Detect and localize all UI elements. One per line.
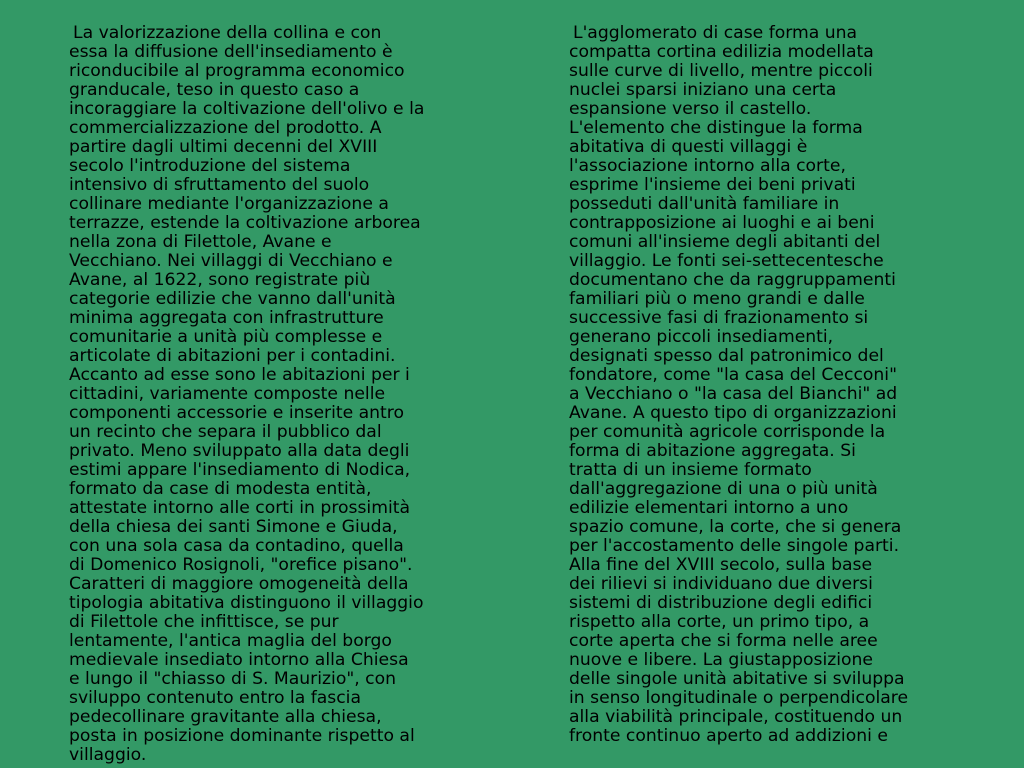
text-line: comunitarie a unità più complesse e (69, 327, 383, 347)
text-line: posseduti dall'unità familiare in (569, 194, 840, 214)
text-line: l'associazione intorno alla corte, (569, 156, 846, 176)
text-line: successive fasi di frazionamento si (569, 308, 869, 328)
text-line: categorie edilizie che vanno dall'unità (69, 289, 396, 309)
text-line: fronte continuo aperto ad addizioni e (569, 726, 888, 746)
text-line: articolate di abitazioni per i contadini. (69, 346, 396, 366)
text-line: per l'accostamento delle singole parti. (569, 536, 900, 556)
text-line: lentamente, l'antica maglia del borgo (69, 631, 392, 651)
text-line: espansione verso il castello. (569, 99, 812, 119)
text-line: collinare mediante l'organizzazione a (69, 194, 389, 214)
text-line: terrazze, estende la coltivazione arborea (69, 213, 421, 233)
text-line: estimi appare l'insediamento di Nodica, (69, 460, 411, 480)
text-line: sistemi di distribuzione degli edifici (569, 593, 873, 613)
text-line: dall'aggregazione di una o più unità (569, 479, 878, 499)
text-line: posta in posizione dominante rispetto al (69, 726, 415, 746)
text-line: incoraggiare la coltivazione dell'olivo e la (69, 99, 425, 119)
right-text-column (569, 24, 908, 746)
text-line: alla viabilità principale, costituendo un (569, 707, 903, 727)
text-line: medievale insediato intorno alla Chiesa (69, 650, 409, 670)
text-line: secolo l'introduzione del sistema (69, 156, 351, 176)
text-line: forma di abitazione aggregata. Si (569, 441, 856, 461)
text-line: Caratteri di maggiore omogeneità della (69, 574, 409, 594)
text-line: fondatore, come "la casa del Cecconi" (569, 365, 897, 385)
text-line: intensivo di sfruttamento del suolo (69, 175, 370, 195)
text-line: compatta cortina edilizia modellata (569, 42, 874, 62)
text-line: componenti accessorie e inserite antro (69, 403, 405, 423)
text-line: per comunità agricole corrisponde la (569, 422, 886, 442)
text-line: in senso longitudinale o perpendicolare (569, 688, 909, 708)
text-line: con una sola casa da contadino, quella (69, 536, 404, 556)
text-line: L'elemento che distingue la forma (569, 118, 863, 138)
text-line: partire dagli ultimi decenni del XVIII (69, 137, 378, 157)
text-line: e lungo il "chiasso di S. Maurizio", con (69, 669, 397, 689)
text-line: di Filettole che infittisce, se pur (69, 612, 339, 632)
text-line: esprime l'insieme dei beni privati (569, 175, 856, 195)
text-line: a Vecchiano o "la casa del Bianchi" ad (569, 384, 898, 404)
text-line: nuove e libere. La giustapposizione (569, 650, 873, 670)
text-line: abitativa di questi villaggi è (569, 137, 808, 157)
text-line: nuclei sparsi iniziano una certa (569, 80, 837, 100)
text-line: di Domenico Rosignoli, "orefice pisano". (69, 555, 413, 575)
text-line: corte aperta che si forma nelle aree (569, 631, 878, 651)
text-line: Accanto ad esse sono le abitazioni per i (69, 365, 410, 385)
text-line: tratta di un insieme formato (569, 460, 812, 480)
text-line: essa la diffusione dell'insediamento è (69, 42, 393, 62)
text-line: tipologia abitativa distinguono il villaggio (69, 593, 424, 613)
text-line: documentano che da raggruppamenti (569, 270, 896, 290)
text-line: minima aggregata con infrastrutture (69, 308, 384, 328)
text-line: La valorizzazione della collina e con (73, 23, 382, 43)
text-line: comuni all'insieme degli abitanti del (569, 232, 881, 252)
text-line: contrapposizione ai luoghi e ai beni (569, 213, 875, 233)
text-line: sulle curve di livello, mentre piccoli (569, 61, 873, 81)
text-line: un recinto che separa il pubblico dal (69, 422, 382, 442)
text-line: Alla fine del XVIII secolo, sulla base (569, 555, 873, 575)
text-line: rispetto alla corte, un primo tipo, a (569, 612, 870, 632)
text-line: spazio comune, la corte, che si genera (569, 517, 902, 537)
text-line: Vecchiano. Nei villaggi di Vecchiano e (69, 251, 393, 271)
text-line: granducale, teso in questo caso a (69, 80, 360, 100)
text-line: nella zona di Filettole, Avane e (69, 232, 332, 252)
text-line: familiari più o meno grandi e dalle (569, 289, 865, 309)
text-line: generano piccoli insediamenti, (569, 327, 834, 347)
text-line: attestate intorno alle corti in prossimità (69, 498, 410, 518)
text-line: dei rilievi si individuano due diversi (569, 574, 873, 594)
text-line: villaggio. Le fonti sei-settecentesche (569, 251, 884, 271)
text-line: pedecollinare gravitante alla chiesa, (69, 707, 382, 727)
text-line: villaggio. (69, 745, 147, 765)
text-line: della chiesa dei santi Simone e Giuda, (69, 517, 398, 537)
text-line: Avane. A questo tipo di organizzazioni (569, 403, 897, 423)
text-line: edilizie elementari intorno a uno (569, 498, 849, 518)
text-line: cittadini, variamente composte nelle (69, 384, 386, 404)
left-text-column (69, 24, 424, 765)
text-line: sviluppo contenuto entro la fascia (69, 688, 361, 708)
text-line: Avane, al 1622, sono registrate più (69, 270, 371, 290)
text-line: formato da case di modesta entità, (69, 479, 372, 499)
text-line: designati spesso dal patronimico del (569, 346, 884, 366)
text-line: riconducibile al programma economico (69, 61, 405, 81)
text-line: L'agglomerato di case forma una (573, 23, 858, 43)
text-line: commercializzazione del prodotto. A (69, 118, 382, 138)
text-line: privato. Meno sviluppato alla data degli (69, 441, 410, 461)
text-line: delle singole unità abitative si sviluppa (569, 669, 905, 689)
